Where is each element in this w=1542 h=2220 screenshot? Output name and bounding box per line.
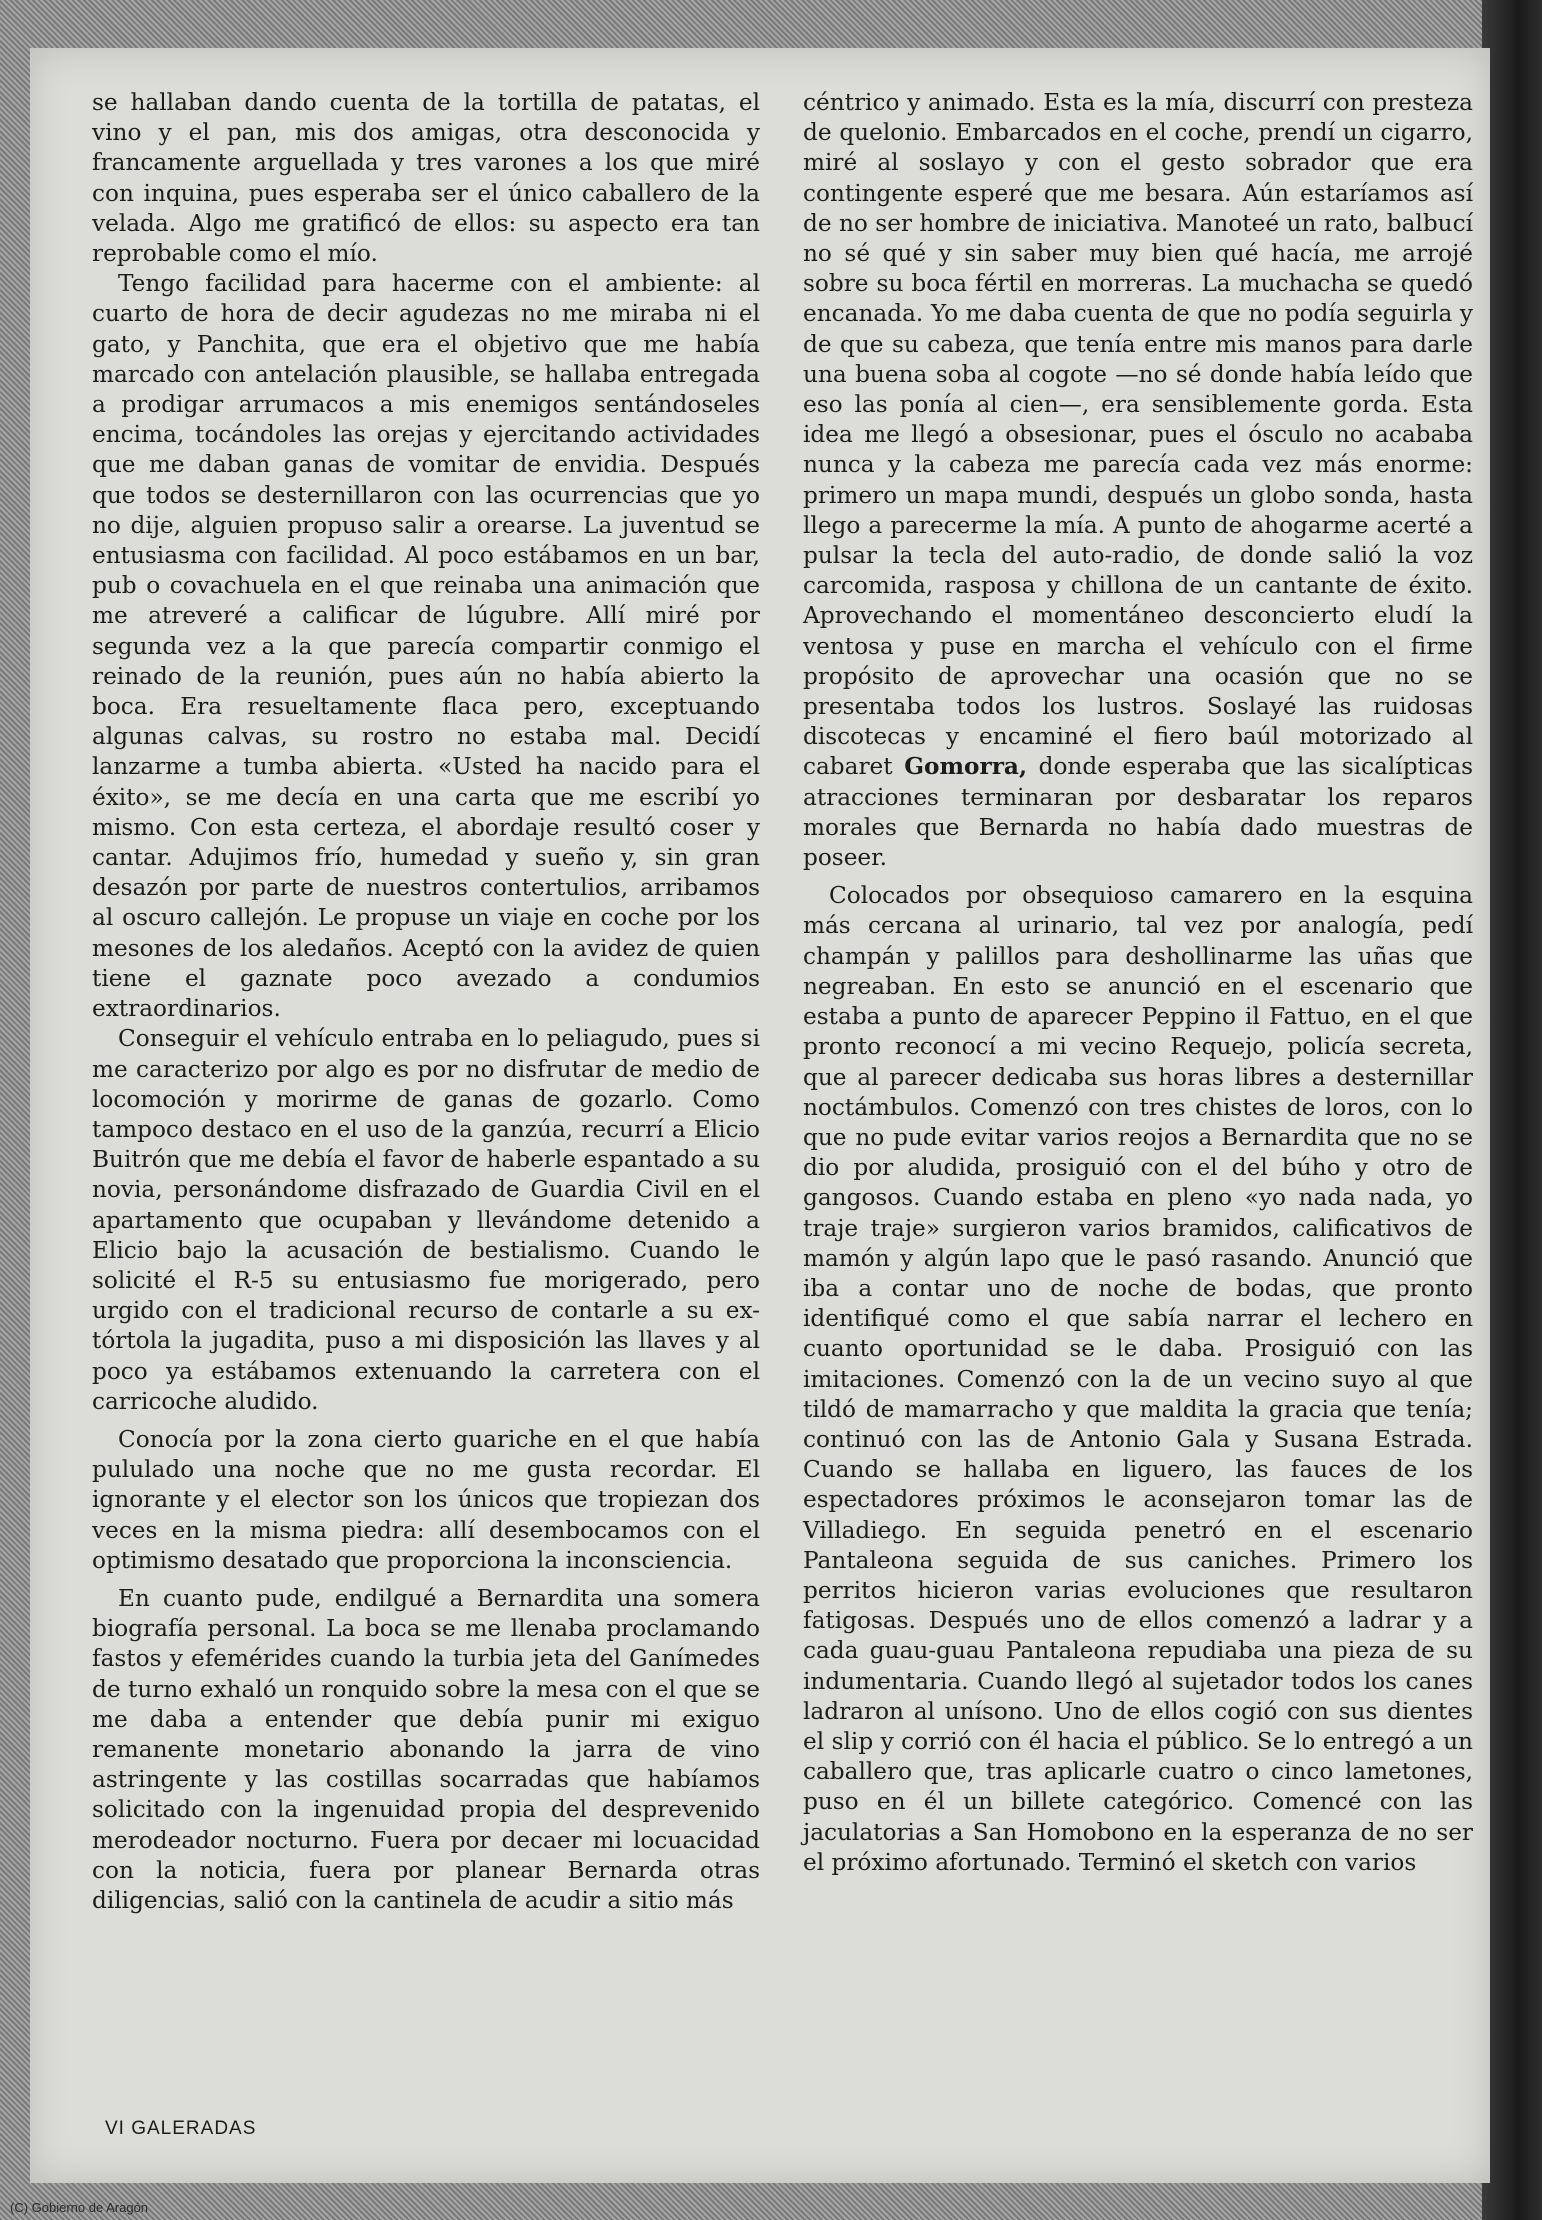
paragraph: Tengo facilidad para hacerme con el ambiente: al cuarto de hora de decir agudezas no me miraba ni el gato, y Panchita, que era el objetivo que me había marcado con antelación plausible, se hallaba entregada a prodigar arrumacos a mis enemigos sentándoseles encima, tocándoles las orejas y ejercitando actividades que me daban ganas de vomitar de envidia. Después que todos se desternillaron con las ocurrencias que yo no dije, alguien propuso salir a orearse. La juventud se entusiasma con facilidad. Al poco estábamos en un bar, pub o covachuela en el que reinaba una animación que me atreveré a calificar de lúgubre. Allí miré por segunda vez a la que parecía compartir conmigo el reinado de la reunión, pues aún no había abierto la boca. Era resueltamente flaca pero, exceptuando algunas calvas, su rostro no estaba mal. Decidí lanzarme a tumba abierta. «Usted ha nacido para el éxito», se me decía en una carta que me escribí yo mismo. Con esta certeza, el abordaje resultó coser y cantar. Adujimos frío, humedad y sueño y, sin gran desazón por parte de nuestros contertulios, arribamos al oscuro callejón. Le propuse un viaje en coche por los mesones de los aledaños. Aceptó con la avidez de quien tiene el gaznate poco avezado a condumios extraordinarios.: [92, 270, 760, 1023]
paragraph: Conocía por la zona cierto guariche en el que había pululado una noche que no me gusta recordar. El ignorante y el elector son los únicos que tropiezan dos veces en la misma piedra: allí desembocamos con el optimismo desatado que proporciona la inconsciencia.: [92, 1425, 760, 1574]
paragraph: En cuanto pude, endilgué a Bernardita una somera biografía personal. La boca se me llenaba proclamando fastos y efemérides cuando la turbia jeta del Ganímedes de turno exhaló un ronquido sobre la mesa con el que se me daba a entender que debía punir mi exiguo remanente monetario abonando la jarra de vino astringente y las costillas socarradas que habíamos solicitado con la ingenuidad propia del desprevenido merodeador nocturno. Fuera por decaer mi locuacidad con la noticia, fuera por planear Bernarda otras diligencias, salió con la cantinela de acudir a sitio más: [92, 1584, 760, 1914]
left-column: [92, 88, 760, 1916]
venue-name: Gomorra,: [904, 753, 1028, 781]
copyright-credit: (C) Gobierno de Aragón: [10, 2200, 149, 2215]
page-footer: VI GALERADAS: [105, 2118, 257, 2139]
paragraph: Conseguir el vehículo entraba en lo peliagudo, pues si me caracterizo por algo es por no disfrutar de medio de locomoción y morirme de ganas de gozarlo. Como tampoco destaco en el uso de la ganzúa, recurrí a Elicio Buitrón que me debía el favor de haberle espantado a su novia, personándome disfrazado de Guardia Civil en el apartamento que ocupaban y llevándome detenido a Elicio bajo la acusación de bestialismo. Cuando le solicité el R-5 su entusiasmo fue morigerado, pero urgido con el tradicional recurso de contarle a su ex-tórtola la jugadita, puso a mi disposición las llaves y al poco ya estábamos extenuando la carretera con el carricoche aludido.: [92, 1025, 760, 1415]
paragraph: se hallaban dando cuenta de la tortilla de patatas, el vino y el pan, mis dos amigas, otra desconocida y francamente arguellada y tres varones a los que miré con inquina, pues esperaba ser el único caballero de la velada. Algo me gratificó de ellos: su aspecto era tan reprobable como el mío.: [92, 89, 760, 268]
paragraph-text-tail: donde esperaba que las sicalípticas atracciones terminaran por desbaratar los reparos morales que Bernarda no había dado muestras de poseer.: [803, 753, 1473, 872]
magazine-page: [30, 48, 1490, 2183]
paragraph-text: céntrico y animado. Esta es la mía, discurrí con presteza de quelonio. Embarcados en el coche, prendí un cigarro, miré al soslayo y con el gesto sobrador que era contingente esperé que me besara. Aún estaríamos así de no ser hombre de iniciativa. Manoteé un rato, balbucí no sé qué y sin saber muy bien qué hacía, me arrojé sobre su boca fértil en morreras. La muchacha se quedó encanada. Yo me daba cuenta de que no podía seguirla y de que su cabeza, que tenía entre mis manos para darle una buena soba al cogote —no sé donde había leído que eso las ponía al cien—, era sensiblemente gorda. Esta idea me llegó a obsesionar, pues el ósculo no acababa nunca y la cabeza me parecía cada vez más enorme: primero un mapa mundi, después un globo sonda, hasta llego a parecerme la mía. A punto de ahogarme acerté a pulsar la tecla del auto-radio, de donde salió la voz carcomida, rasposa y chillona de un cantante de éxito. Aprovechando el momentáneo desconcierto eludí la ventosa y puse en marcha el vehículo con el firme propósito de aprovechar una ocasión que no se presentaba todos los lustros. Soslayé las ruidosas discotecas y encaminé el fiero baúl motorizado al cabaret: [803, 89, 1473, 781]
book-spine: [1482, 0, 1542, 2220]
paragraph: Colocados por obsequioso camarero en la esquina más cercana al urinario, tal vez por analogía, pedí champán y palillos para deshollinarme las uñas que negreaban. En esto se anunció en el escenario que estaba a punto de aparecer Peppino il Fattuo, en el que pronto reconocí a mi vecino Requejo, policía secreta, que al parecer dedicaba sus horas libres a desternillar noctámbulos. Comenzó con tres chistes de loros, con lo que no pude evitar varios reojos a Bernardita que no se dio por aludida, prosiguió con el del búho y otro de gangosos. Cuando estaba en pleno «yo nada nada, yo traje traje» surgieron varios bramidos, calificativos de mamón y algún lapo que le pasó rasando. Anunció que iba a contar uno de noche de bodas, que pronto identifiqué como el que sabía narrar el lechero en cuanto oportunidad se le daba. Prosiguió con las imitaciones. Comenzó con la de un vecino suyo al que tildó de mamarracho y que maldita la gracia que tenía; continuó con las de Antonio Gala y Susana Estrada. Cuando se hallaba en liguero, las fauces de los espectadores próximos le aconsejaron tomar las de Villadiego. En seguida penetró en el escenario Pantaleona seguida de sus caniches. Primero los perritos hicieron varias evoluciones que resultaron fatigosas. Después uno de ellos comenzó a ladrar y a cada guau-guau Pantaleona repudiaba una pieza de su indumentaria. Cuando llegó al sujetador todos los canes ladraron al unísono. Uno de ellos cogió con sus dientes el slip y corrió con él hacia el público. Se lo entregó a un caballero que, tras aplicarle cuatro o cinco lametones, puso en él un billete categórico. Comencé con las jaculatorias a San Homobono en la esperanza de no ser el próximo afortunado. Terminó el sketch con varios: [803, 882, 1473, 1876]
right-column: [803, 88, 1473, 1878]
paragraph: [803, 88, 1473, 873]
